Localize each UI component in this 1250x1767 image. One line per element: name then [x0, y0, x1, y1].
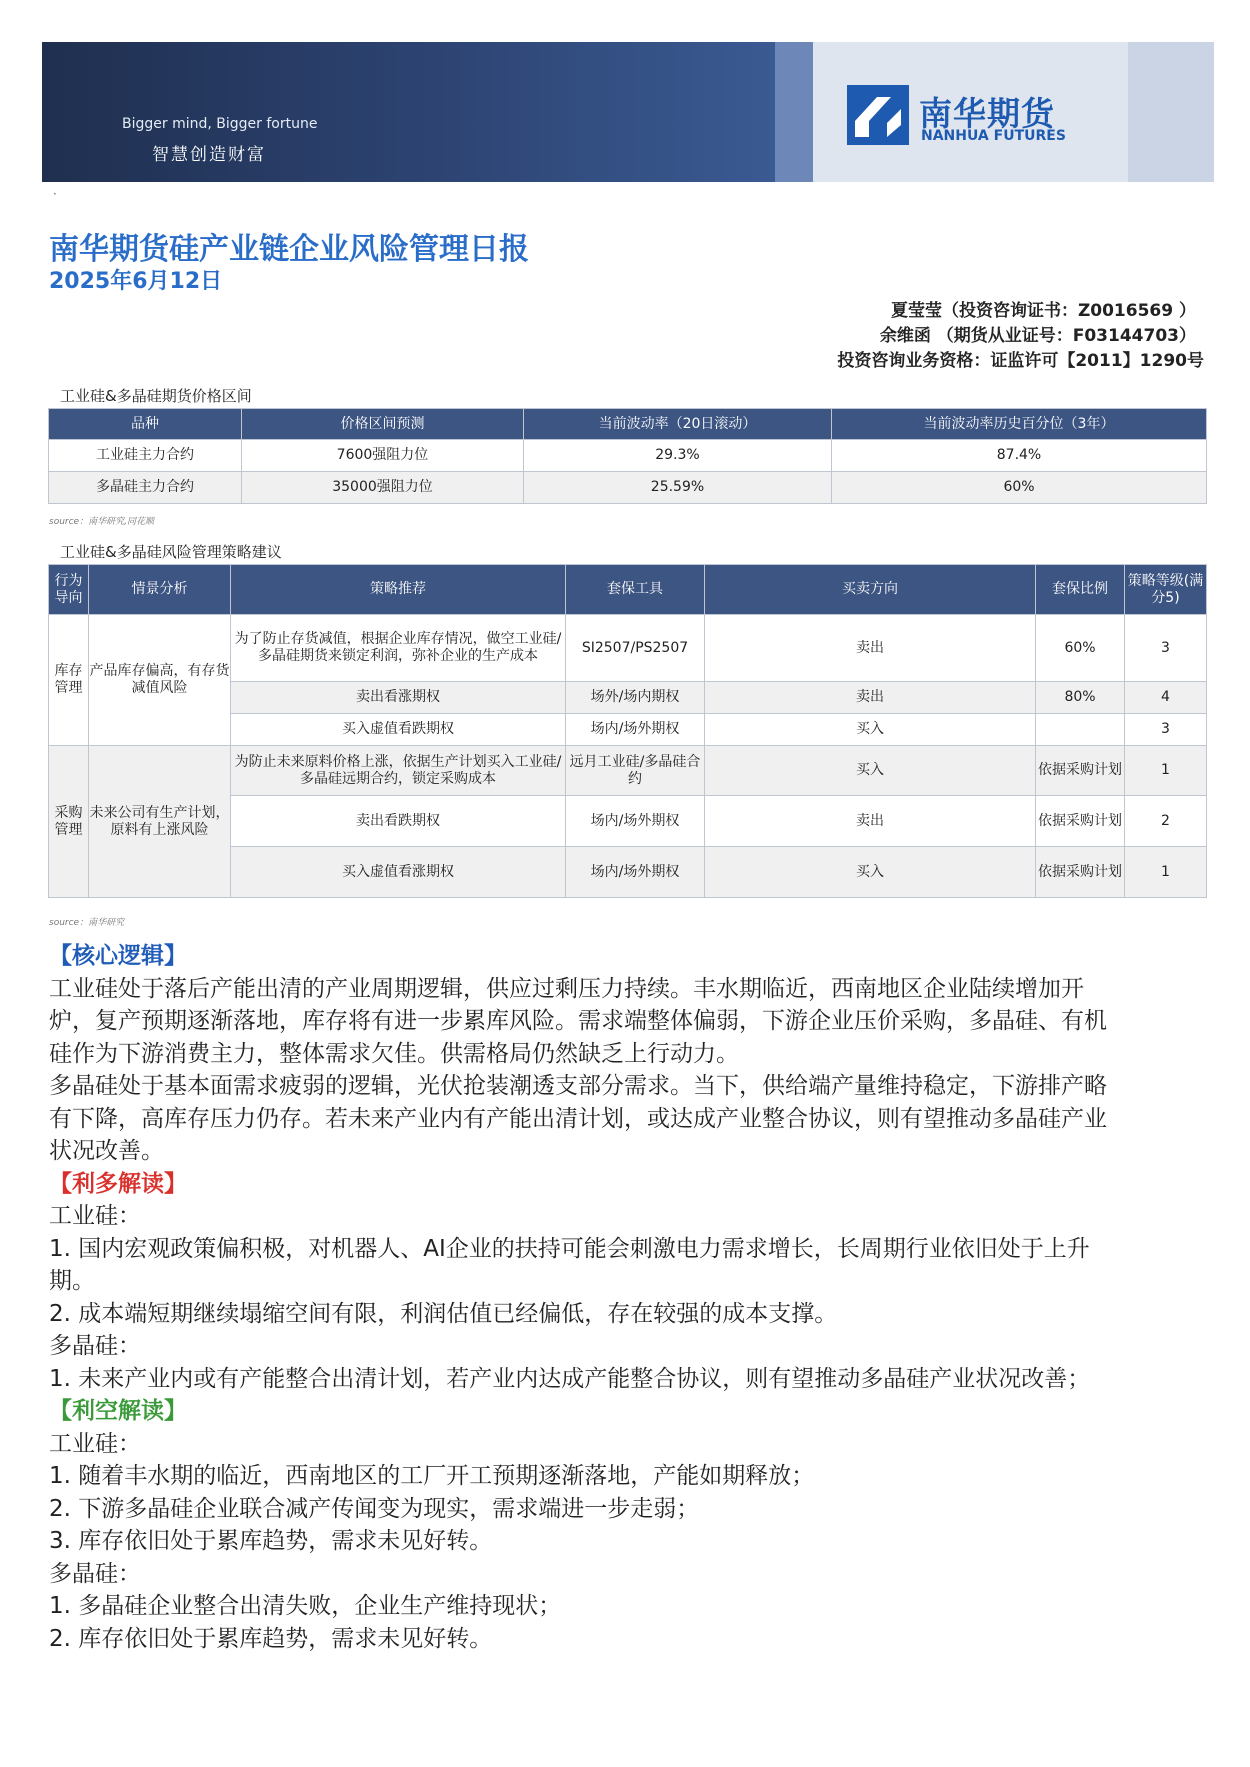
cell-side: 卖出 — [705, 682, 1036, 714]
tagline-en: Bigger mind, Bigger fortune — [122, 116, 318, 132]
paragraph-line: 硅作为下游消费主力，整体需求欠佳。供需格局仍然缺乏上行动力。 — [49, 1040, 739, 1067]
cell-scenario: 产品库存偏高，有存货减值风险 — [89, 615, 231, 746]
cell-ratio: 80% — [1036, 682, 1125, 714]
paragraph-line: 多晶硅处于基本面需求疲弱的逻辑，光伏抢装潮透支部分需求。当下，供给端产量维持稳定，下游排产略 — [49, 1073, 1107, 1099]
cell-strategy: 为了防止存货减值，根据企业库存情况，做空工业硅/多晶硅期货来锁定利润，弥补企业的生产成本 — [231, 615, 566, 682]
table-row — [49, 746, 1207, 796]
header-volatility-percentile: 当前波动率历史百分位（3年） — [832, 409, 1207, 440]
header-banner — [42, 42, 1214, 182]
cell-ratio — [1036, 714, 1125, 746]
bullish-heading: 【利多解读】 — [49, 1170, 187, 1197]
cell-strategy: 买入虚值看跌期权 — [231, 714, 566, 746]
bearish-si-label: 工业硅： — [49, 1430, 141, 1457]
cell-ratio: 依据采购计划 — [1036, 746, 1125, 796]
paragraph-line: 工业硅处于落后产能出清的产业周期逻辑，供应过剩压力持续。丰水期临近，西南地区企业陆续增加开 — [49, 975, 1084, 1002]
table-row — [49, 472, 1207, 504]
paragraph-line: 状况改善。 — [49, 1138, 164, 1164]
cell-level: 2 — [1125, 796, 1207, 847]
header-scenario: 情景分析 — [89, 565, 231, 615]
cell-side: 卖出 — [705, 796, 1036, 847]
cell-tool: 场外/场内期权 — [566, 682, 705, 714]
core-logic-heading: 【核心逻辑】 — [49, 943, 187, 969]
cell-tool: 场内/场外期权 — [566, 796, 705, 847]
cell-variety: 多晶硅主力合约 — [49, 472, 242, 504]
cell-tool: 场内/场外期权 — [566, 847, 705, 898]
cell-level: 4 — [1125, 682, 1207, 714]
table1-source: source：南华研究,同花顺 — [49, 517, 154, 527]
report-title: 南华期货硅产业链企业风险管理日报 — [49, 232, 529, 267]
header-side: 买卖方向 — [705, 565, 1036, 615]
bullish-ps-item: 1. 未来产业内或有产能整合出清计划，若产业内达成产能整合协议，则有望推动多晶硅产业状况改善； — [49, 1365, 1091, 1392]
banner-graphic — [42, 42, 775, 182]
bullish-si-label: 工业硅： — [49, 1203, 141, 1229]
cell-direction: 库存管理 — [49, 615, 89, 746]
cell-strategy: 为防止未来原料价格上涨，依据生产计划买入工业硅/多晶硅远期合约，锁定采购成本 — [231, 746, 566, 796]
cell-percentile: 60% — [832, 472, 1207, 504]
logo-text-en: NANHUA FUTURES — [921, 128, 1066, 144]
separator-dot: · — [53, 187, 57, 201]
nanhua-logo-icon — [847, 85, 909, 145]
cell-strategy: 卖出看跌期权 — [231, 796, 566, 847]
bearish-heading: 【利空解读】 — [49, 1398, 187, 1424]
header-direction: 行为导向 — [49, 565, 89, 615]
cell-ratio: 依据采购计划 — [1036, 847, 1125, 898]
bullish-ps-label: 多晶硅： — [49, 1333, 141, 1359]
table-row — [49, 440, 1207, 472]
cell-price-range: 7600强阻力位 — [242, 440, 524, 472]
bearish-si-item: 2. 下游多晶硅企业联合减产传闻变为现实，需求端进一步走弱； — [49, 1495, 700, 1522]
cell-level: 1 — [1125, 746, 1207, 796]
bearish-si-item: 3. 库存依旧处于累库趋势，需求未见好转。 — [49, 1528, 493, 1554]
cell-tool: SI2507/PS2507 — [566, 615, 705, 682]
header-ratio: 套保比例 — [1036, 565, 1125, 615]
bullish-si-item: 1. 国内宏观政策偏积极，对机器人、AI企业的扶持可能会刺激电力需求增长，长周期行业依旧处于上升 — [49, 1235, 1090, 1262]
cell-level: 3 — [1125, 615, 1207, 682]
bearish-ps-item: 1. 多晶硅企业整合出清失败，企业生产维持现状； — [49, 1593, 562, 1619]
bullish-si-item: 期。 — [49, 1268, 95, 1294]
strategy-table — [48, 564, 1207, 898]
cell-strategy: 买入虚值看涨期权 — [231, 847, 566, 898]
bearish-si-item: 1. 随着丰水期的临近，西南地区的工厂开工预期逐渐落地，产能如期释放； — [49, 1463, 815, 1489]
header-price-range: 价格区间预测 — [242, 409, 524, 440]
cell-tool: 远月工业硅/多晶硅合约 — [566, 746, 705, 796]
logo-text-cn: 南华期货 — [919, 94, 1055, 133]
cell-side: 买入 — [705, 847, 1036, 898]
price-range-table-title: 工业硅&多晶硅期货价格区间 — [60, 387, 252, 405]
cell-side: 买入 — [705, 746, 1036, 796]
bullish-si-item: 2. 成本端短期继续塌缩空间有限，利润估值已经偏低，存在较强的成本支撑。 — [49, 1300, 838, 1327]
cell-scenario: 未来公司有生产计划，原料有上涨风险 — [89, 746, 231, 898]
tagline-cn: 智慧创造财富 — [152, 145, 266, 165]
cell-side: 卖出 — [705, 615, 1036, 682]
author-2: 余维函 （期货从业证号：F03144703） — [879, 326, 1196, 346]
paragraph-line: 炉，复产预期逐渐落地，库存将有进一步累库风险。需求端整体偏弱，下游企业压价采购，多晶硅、有机 — [49, 1008, 1107, 1034]
cell-strategy: 卖出看涨期权 — [231, 682, 566, 714]
cell-variety: 工业硅主力合约 — [49, 440, 242, 472]
paragraph-line: 有下降，高库存压力仍存。若未来产业内有产能出清计划，或达成产业整合协议，则有望推动多晶硅产业 — [49, 1105, 1107, 1132]
table2-source: source：南华研究 — [49, 918, 125, 928]
report-date: 2025年6月12日 — [49, 269, 223, 294]
cell-ratio: 60% — [1036, 615, 1125, 682]
cell-volatility: 29.3% — [524, 440, 832, 472]
banner-stripe — [775, 42, 813, 182]
cell-percentile: 87.4% — [832, 440, 1207, 472]
cell-ratio: 依据采购计划 — [1036, 796, 1125, 847]
header-strategy: 策略推荐 — [231, 565, 566, 615]
cell-direction: 采购管理 — [49, 746, 89, 898]
cell-price-range: 35000强阻力位 — [242, 472, 524, 504]
core-logic-section — [49, 940, 1205, 1655]
header-variety: 品种 — [49, 409, 242, 440]
bearish-ps-item: 2. 库存依旧处于累库趋势，需求未见好转。 — [49, 1625, 493, 1652]
header-level: 策略等级(满分5) — [1125, 565, 1207, 615]
table-row — [49, 615, 1207, 682]
header-volatility: 当前波动率（20日滚动） — [524, 409, 832, 440]
price-range-table — [48, 408, 1207, 504]
cell-volatility: 25.59% — [524, 472, 832, 504]
cell-level: 1 — [1125, 847, 1207, 898]
bearish-ps-label: 多晶硅： — [49, 1560, 141, 1587]
cell-side: 买入 — [705, 714, 1036, 746]
cell-tool: 场内/场外期权 — [566, 714, 705, 746]
license-info: 投资咨询业务资格：证监许可【2011】1290号 — [837, 351, 1204, 371]
header-tool: 套保工具 — [566, 565, 705, 615]
cell-level: 3 — [1125, 714, 1207, 746]
author-1: 夏莹莹（投资咨询证书：Z0016569 ） — [890, 301, 1196, 321]
strategy-table-title: 工业硅&多晶硅风险管理策略建议 — [60, 543, 282, 561]
logo-area — [813, 42, 1214, 182]
